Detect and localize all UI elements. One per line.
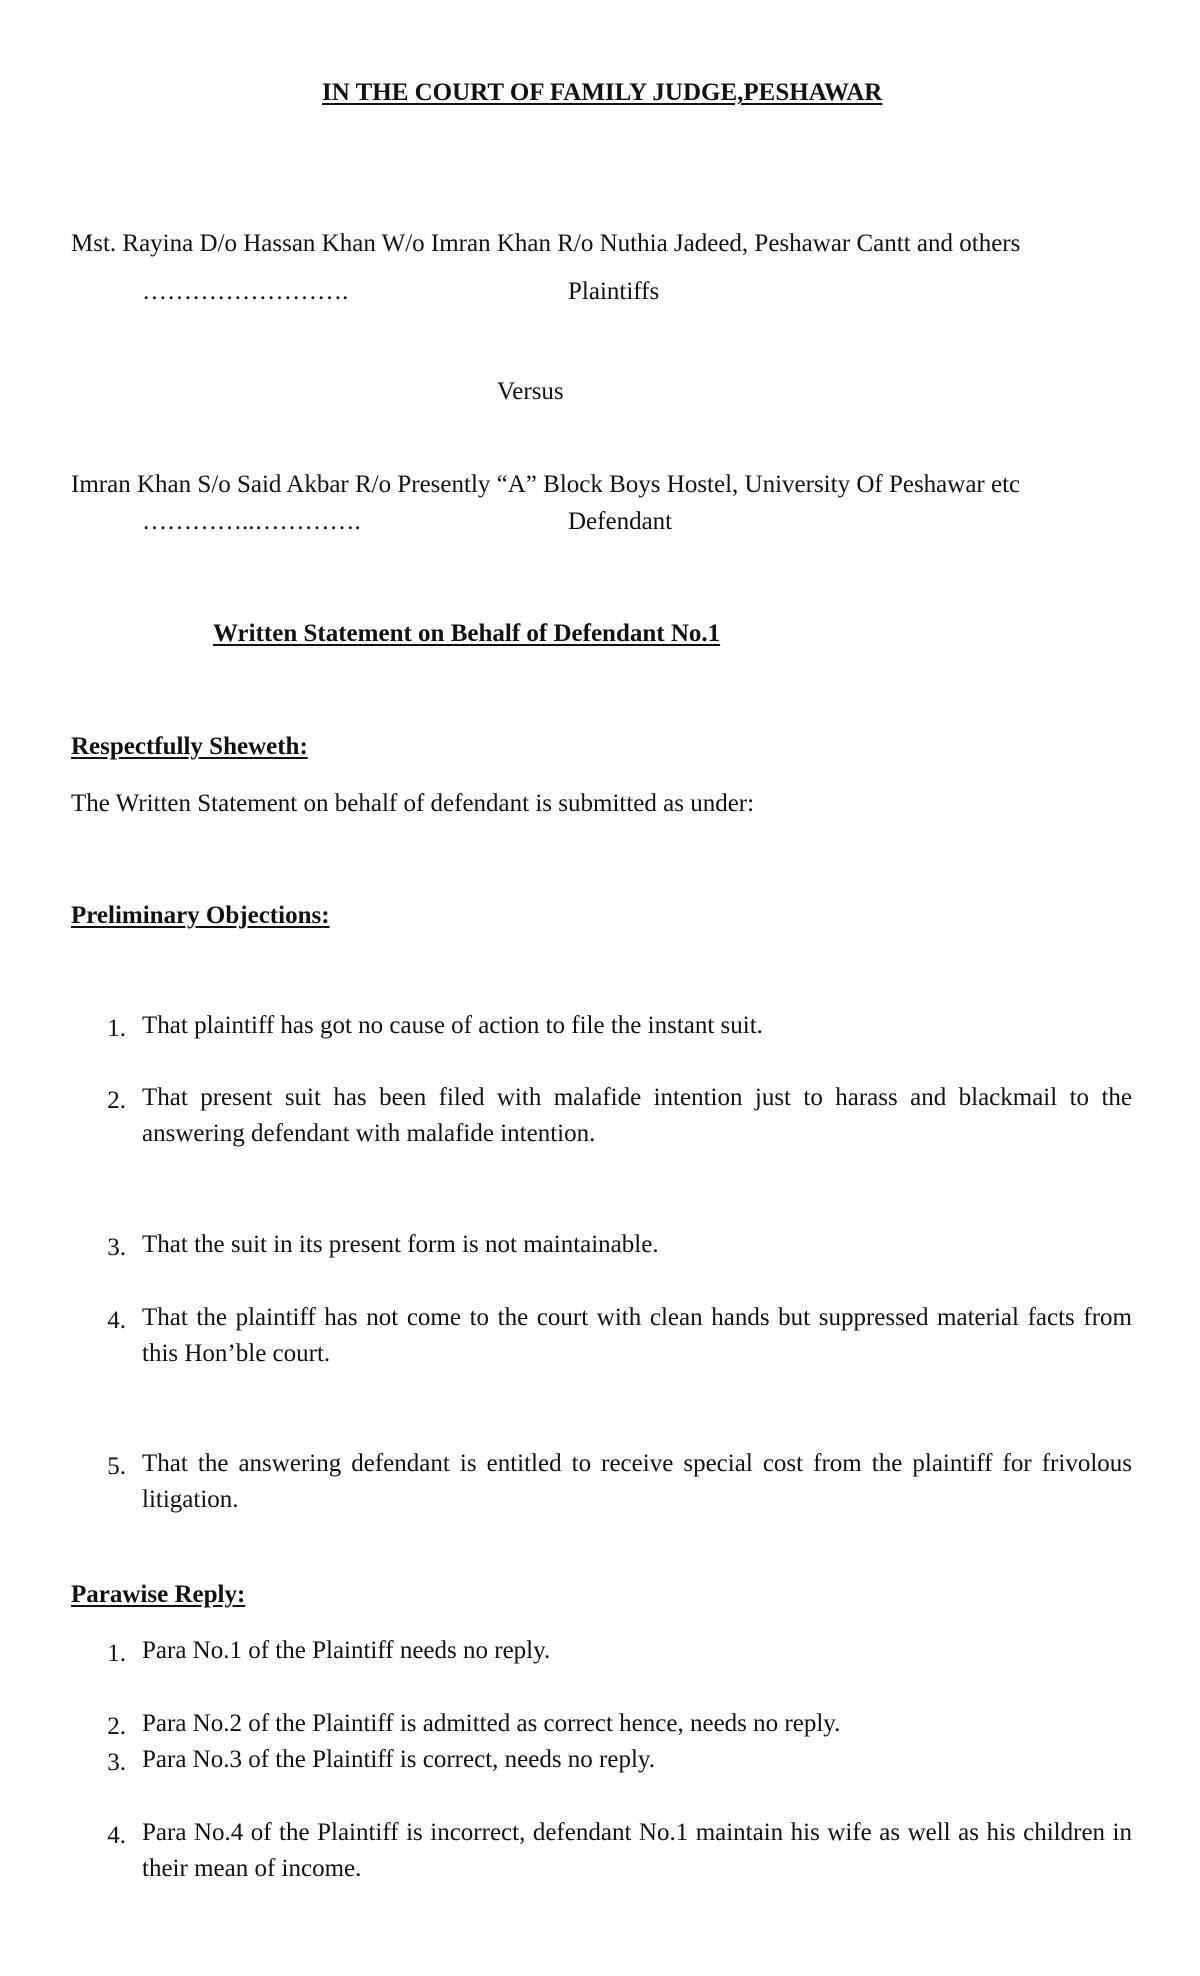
list-item-number: 2. <box>107 1713 126 1740</box>
plaintiff-dots: ……………………. <box>142 278 349 305</box>
parawise-heading: Parawise Reply: <box>71 1581 246 1608</box>
list-item-number: 3. <box>107 1234 126 1261</box>
list-item-number: 4. <box>107 1307 126 1334</box>
list-item-number: 4. <box>107 1822 126 1849</box>
defendant-dots: …………..…………. <box>142 508 361 535</box>
preliminary-heading: Preliminary Objections: <box>71 902 330 929</box>
versus-label: Versus <box>497 378 564 405</box>
list-item: That the suit in its present form is not maintainable. <box>142 1231 659 1258</box>
court-heading: IN THE COURT OF FAMILY JUDGE,PESHAWAR <box>322 79 883 106</box>
list-item-number: 2. <box>107 1087 126 1114</box>
list-item-number: 1. <box>107 1015 126 1042</box>
list-item: Para No.2 of the Plaintiff is admitted as correct hence, needs no reply. <box>142 1710 841 1737</box>
list-item: That the plaintiff has not come to the court with clean hands but suppressed material facts from this Hon’ble court. <box>142 1304 1132 1367</box>
list-item-number: 1. <box>107 1640 126 1667</box>
plaintiff-role: Plaintiffs <box>568 278 660 305</box>
list-item-number: 5. <box>107 1453 126 1480</box>
respectfully-text: The Written Statement on behalf of defendant is submitted as under: <box>71 790 755 817</box>
plaintiff-line: Mst. Rayina D/o Hassan Khan W/o Imran Khan R/o Nuthia Jadeed, Peshawar Cantt and others <box>71 230 1021 257</box>
defendant-role: Defendant <box>568 508 673 535</box>
list-item-number: 3. <box>107 1749 126 1776</box>
list-item: Para No.3 of the Plaintiff is correct, needs no reply. <box>142 1746 656 1773</box>
respectfully-heading: Respectfully Sheweth: <box>71 733 308 760</box>
defendant-line: Imran Khan S/o Said Akbar R/o Presently “A” Block Boys Hostel, University Of Peshawar etc <box>71 471 1021 498</box>
list-item: Para No.4 of the Plaintiff is incorrect, defendant No.1 maintain his wife as well as his children in their mean of income. <box>142 1819 1132 1882</box>
document-title: Written Statement on Behalf of Defendant No.1 <box>213 620 721 647</box>
list-item: That plaintiff has got no cause of action to file the instant suit. <box>142 1012 763 1039</box>
list-item: That present suit has been filed with malafide intention just to harass and blackmail to the answering defendant with malafide intention. <box>142 1084 1132 1147</box>
list-item: That the answering defendant is entitled to receive special cost from the plaintiff for frivolous litigation. <box>142 1450 1132 1513</box>
list-item: Para No.1 of the Plaintiff needs no reply. <box>142 1637 551 1664</box>
